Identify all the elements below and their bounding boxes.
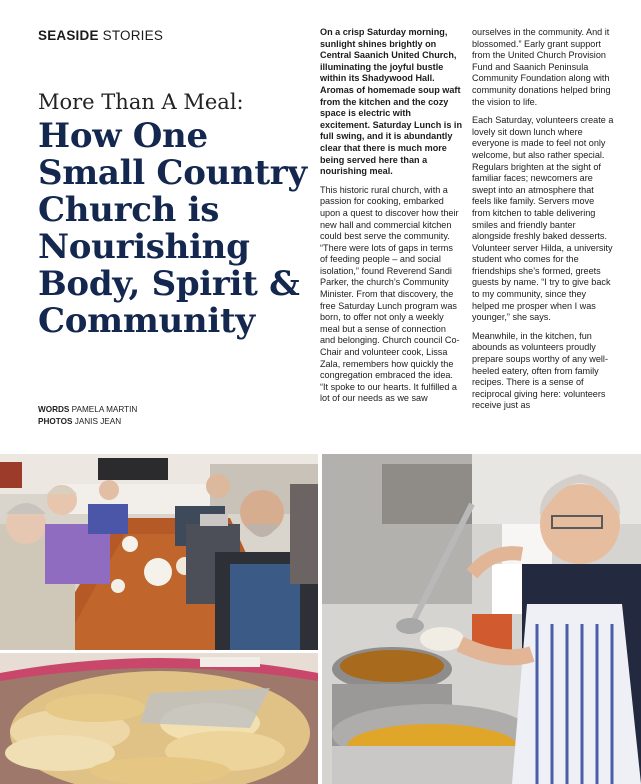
words-credit xyxy=(38,404,137,416)
body-paragraph: ourselves in the community. And it blossomed.” Early grant support from the United Church Provision Fund and Saanich Peninsula Community Foundation along with community donations helped bring the vision to life. xyxy=(472,27,611,107)
photos-name: JANIS JEAN xyxy=(74,417,122,426)
body-paragraph: Each Saturday, volunteers create a lovely sit down lunch where everyone is made to feel not only welcome, but also rather special. Regulars brighten at the sight of familiar faces; newcomers are swept into an atmosphere that feels like family. Servers move from kitchen to table delivering smiles and friendly banter alongside freshly baked desserts. Volunteer server Hilda, a university student who comes for the friendships she’s formed, greets guests by name. “I try to give back to my community, since they helped me prosper when I was younger,” she says. xyxy=(472,115,614,323)
body-paragraph: This historic rural church, with a passion for cooking, embarked upon a quest to discover how their new hall and commercial kitchen could best serve the community. “There were lots of gaps in terms of feeding people – and social isolation,” found Reverend Sandi Parker, the church’s Community Minister. From that discovery, the free Saturday Lunch program was born, to offer not only a weekly meal but a sense of connection and belonging. Church council Co-Chair and volunteer cook, Lissa Zala, remembers how quickly the congregation embraced the idea. “It spoke to our hearts. It fulfilled a lot of our needs as we saw xyxy=(320,184,460,404)
photos-label: PHOTOS xyxy=(38,417,73,426)
photos-credit xyxy=(38,416,137,428)
words-label: WORDS xyxy=(38,405,70,414)
photo-diners-at-table xyxy=(0,454,318,650)
lead-paragraph: On a crisp Saturday morning, sunlight shines brightly on Central Saanich United Church, illuminating the joyful bustle within its Shadywood Hall. Aromas of homemade soup waft from the kitchen and the cozy space is electric with excitement. Saturday Lunch is in full swing, and it is abundantly clear that there is much more being served here than a nourishing meal. xyxy=(320,27,463,177)
photo-bread-basket xyxy=(0,653,318,784)
article-headline: How One Small Country Church is Nourishing Body, Spirit & Community xyxy=(38,116,307,341)
text-column-1 xyxy=(320,27,462,412)
article-credits xyxy=(38,404,137,428)
section-label-bold: SEASIDE xyxy=(38,28,99,43)
text-column-2 xyxy=(472,27,614,419)
words-name: PAMELA MARTIN xyxy=(71,405,138,414)
photo-volunteer-ladling-soup xyxy=(322,454,641,784)
section-label-light: STORIES xyxy=(102,28,164,43)
section-label xyxy=(38,28,163,43)
article-kicker: More Than A Meal: xyxy=(38,90,244,114)
body-paragraph: Meanwhile, in the kitchen, fun abounds as volunteers proudly prepare soups worthy of any well-heeled eatery, often from family recipes. There is a sense of reciprocal giving here: volunteers receive just as xyxy=(472,330,608,411)
